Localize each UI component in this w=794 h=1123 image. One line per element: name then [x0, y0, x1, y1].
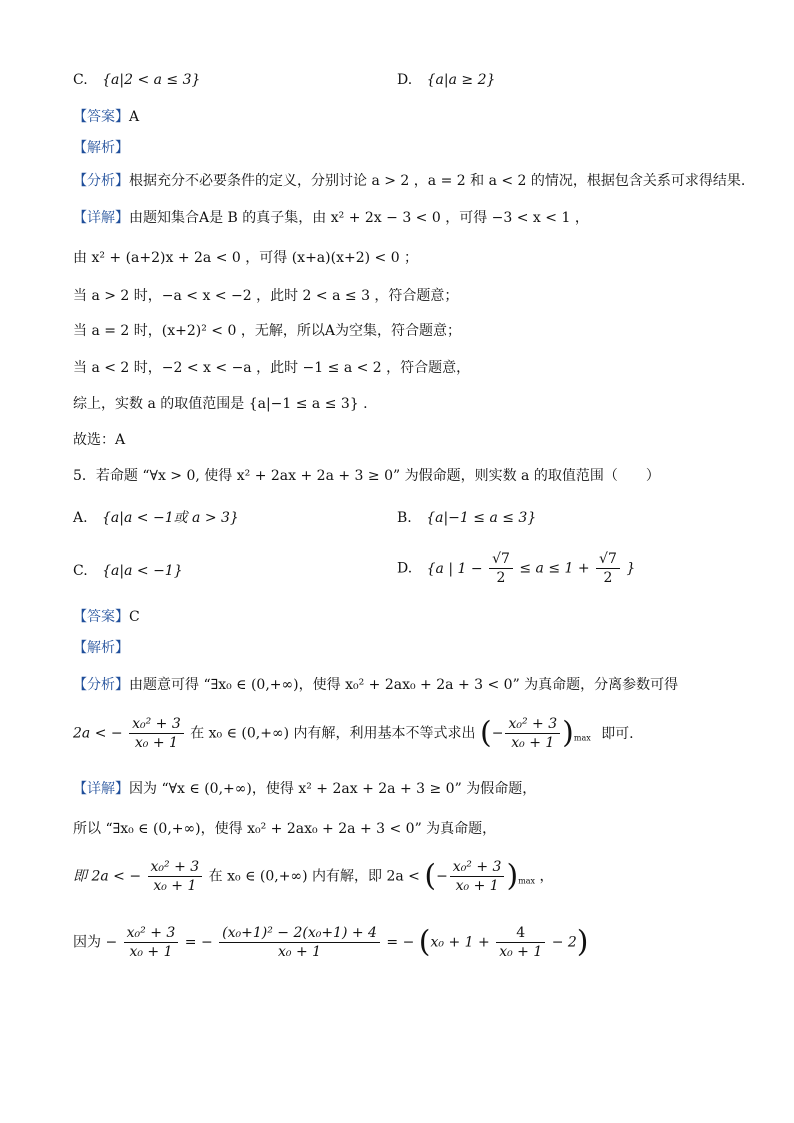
q5-answer-value: C — [129, 609, 140, 625]
q4-fenxi — [73, 171, 745, 191]
q5-option-c-text: {a|a < −1} — [102, 563, 183, 579]
q4-detail-line5: 当 a < 2 时，−2 < x < −a ，此时 −1 ≤ a < 2 ，符合题意， — [73, 360, 471, 376]
q5-option-d-mid: ≤ a ≤ 1 + — [519, 560, 590, 577]
q5-detail-3: 即 2a < − $\frac{\text{x₀² + 3}}{\text{x₀ + 1}}$ 在 x₀ ∈ (0,+∞) 内有解，即 2a < (− $\frac{\text{x₀² + 3}}{\text{x₀ + 1}}$ )$_{max}$ ， — [73, 858, 554, 894]
q5-fenxi — [73, 675, 678, 695]
q4-detail-4 — [73, 321, 461, 341]
q5-det3-pre: 即 2a < − — [73, 868, 142, 885]
q5-answer-tag: 【答案】 — [73, 609, 129, 625]
q4-fenxi-text: 根据充分不必要条件的定义，分别讨论 a > 2 ，a = 2 和 a < 2 的情况，根据包含关系可求得结果. — [129, 173, 746, 189]
q4-xiangjie-tag: 【详解】 — [73, 210, 129, 226]
q5-option-b-label: B. — [397, 510, 412, 526]
left-paren-icon: ( — [418, 924, 431, 960]
q4-option-d — [397, 70, 495, 90]
q4-choose — [73, 430, 125, 450]
q5-det4-eq1: = − — [184, 934, 213, 951]
q5-det3-frac2: $\frac{\text{x₀² + 3}}{\text{x₀ + 1}}$ — [450, 858, 505, 895]
q5-option-d-label: D. — [397, 560, 413, 577]
q5-det4-tail: − 2 — [551, 934, 577, 951]
q5-option-a-text: {a|a < −1或 a > 3} — [102, 510, 239, 526]
q5-option-d-frac1: $\frac{√7}{2}$ — [489, 550, 513, 587]
left-paren-icon: ( — [424, 858, 437, 894]
q4-fenxi-tag: 【分析】 — [73, 173, 129, 189]
q5-detail-1 — [73, 779, 536, 799]
q4-detail-6 — [73, 394, 368, 414]
q4-detail-2 — [73, 248, 418, 268]
q5-det4-inner: x₀ + 1 + — [430, 934, 490, 951]
q5-fenxi2-pre: 2a < − — [73, 725, 123, 742]
q5-option-d-frac2: $\frac{√7}{2}$ — [596, 550, 620, 587]
q4-detail-line4: 当 a = 2 时，(x+2)² < 0 ，无解，所以A为空集，符合题意； — [73, 323, 461, 339]
q5-option-d-pre: {a | 1 − — [426, 560, 483, 577]
q4-detail-line6: 综上，实数 a 的取值范围是 {a|−1 ≤ a ≤ 3} . — [73, 396, 368, 412]
q5-detail-2 — [73, 819, 496, 839]
right-paren-icon: ) — [562, 715, 574, 751]
q4-answer-value: A — [129, 109, 140, 125]
q4-answer — [73, 107, 139, 127]
q5-fenxi2-frac2: $\frac{\text{x₀² + 3}}{\text{x₀ + 1}}$ — [505, 715, 560, 752]
q5-fenxi2-max: max — [573, 733, 591, 743]
q5-fenxi2-frac: $\frac{\text{x₀² + 3}}{\text{x₀ + 1}}$ — [129, 715, 184, 752]
q4-detail-line3: 当 a > 2 时，−a < x < −2 ，此时 2 < a ≤ 3 ，符合题意； — [73, 288, 459, 304]
q5-fenxi2-mid: 在 x₀ ∈ (0,+∞) 内有解，利用基本不等式求出 — [190, 725, 476, 742]
q5-det3-mid: 在 x₀ ∈ (0,+∞) 内有解，即 2a < — [208, 868, 420, 885]
q5-fenxi-2: 2a < − $\frac{\text{x₀² + 3}}{\text{x₀ + 1}}$ 在 x₀ ∈ (0,+∞) 内有解，利用基本不等式求出 (− $\frac{\text{x₀² + 3}}{\text{x₀ + 1}}$ )$_{max}$ 即可. — [73, 715, 634, 751]
q4-option-d-text: {a|a ≥ 2} — [426, 72, 496, 88]
q5-stem-text: 5．若命题 “∀x > 0, 使得 x² + 2ax + 2a + 3 ≥ 0” 为假命题，则实数 a 的取值范围（ ） — [73, 468, 660, 484]
q4-option-c-label: C. — [73, 72, 88, 88]
q4-detail-5 — [73, 358, 470, 378]
q4-detail-line1: 由题知集合A是 B 的真子集，由 x² + 2x − 3 < 0 ，可得 −3 < x < 1 ， — [129, 210, 589, 226]
q4-analysis — [73, 138, 129, 158]
q5-detail-line2: 所以 “∃x₀ ∈ (0,+∞)，使得 x₀² + 2ax₀ + 2a + 3 < 0” 为真命题， — [73, 821, 497, 837]
q4-detail-3 — [73, 286, 458, 306]
q5-option-d-post: } — [626, 560, 636, 577]
q5-det4-eq2: = − — [386, 934, 415, 951]
q5-option-c — [73, 561, 183, 581]
q5-detail-4 — [73, 924, 589, 961]
q5-fenxi2-post: 即可. — [601, 725, 634, 742]
q5-det3-max: max — [518, 876, 536, 886]
q4-option-d-label: D. — [397, 72, 413, 88]
q5-det4-pre: 因为 − — [73, 934, 118, 951]
left-paren-icon: ( — [480, 715, 492, 751]
q4-detail-1 — [73, 208, 589, 228]
q5-detail-line1: 因为 “∀x ∈ (0,+∞)，使得 x² + 2ax + 2a + 3 ≥ 0” 为假命题， — [129, 781, 537, 797]
q5-option-a-label: A. — [73, 510, 88, 526]
q5-xiangjie-tag: 【详解】 — [73, 781, 129, 797]
q4-option-c — [73, 70, 200, 90]
q5-analysis — [73, 638, 129, 658]
q5-option-b-text: {a|−1 ≤ a ≤ 3} — [426, 510, 537, 526]
q5-option-a — [73, 508, 239, 528]
q4-choose-text: 故选：A — [73, 432, 126, 448]
q5-stem — [73, 466, 660, 486]
right-paren-icon: ) — [576, 924, 589, 960]
q5-det3-post: ， — [539, 868, 554, 885]
q5-option-d — [397, 550, 635, 587]
q5-fenxi-tag: 【分析】 — [73, 677, 129, 693]
q5-option-c-label: C. — [73, 563, 88, 579]
q5-det4-frac3: $\frac{4}{\text{x₀ + 1}}$ — [496, 924, 545, 961]
q4-option-c-text: {a|2 < a ≤ 3} — [102, 72, 201, 88]
q5-answer — [73, 607, 140, 627]
q5-analysis-tag: 【解析】 — [73, 640, 129, 656]
q5-det3-frac: $\frac{\text{x₀² + 3}}{\text{x₀ + 1}}$ — [148, 858, 203, 895]
right-paren-icon: ) — [506, 858, 519, 894]
q5-option-b — [397, 508, 536, 528]
q4-answer-tag: 【答案】 — [73, 109, 129, 125]
q5-det4-frac2: $\frac{\text{(x₀+1)² − 2(x₀+1) + 4}}{\text{x₀ + 1}}$ — [219, 924, 380, 961]
q4-analysis-tag: 【解析】 — [73, 140, 129, 156]
q5-fenxi-text: 由题意可得 “∃x₀ ∈ (0,+∞)，使得 x₀² + 2ax₀ + 2a + 3 < 0” 为真命题，分离参数可得 — [129, 677, 679, 693]
q5-det4-frac1: $\frac{\text{x₀² + 3}}{\text{x₀ + 1}}$ — [124, 924, 179, 961]
q4-detail-line2: 由 x² + (a+2)x + 2a < 0 ，可得 (x+a)(x+2) < 0 ； — [73, 250, 419, 266]
